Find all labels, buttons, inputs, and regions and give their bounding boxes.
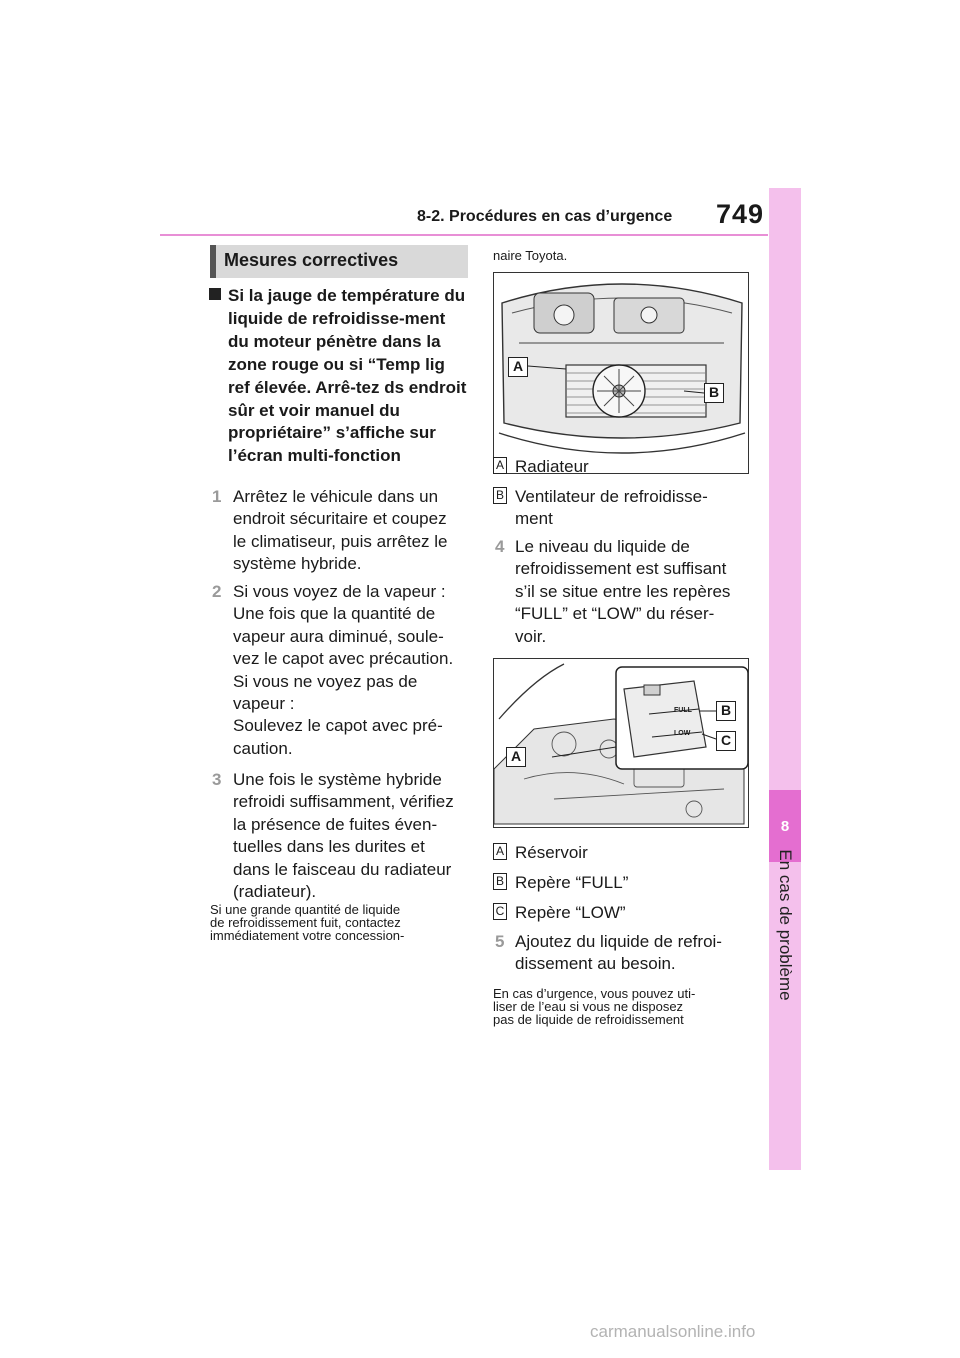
reservoir-figure — [493, 658, 749, 828]
chapter-label: En cas de problème — [776, 849, 795, 1001]
running-header: 8-2. Procédures en cas d’urgence — [417, 208, 673, 225]
callout-b: B — [704, 383, 724, 403]
step-text: Ajoutez du liquide de refroi- dissement au besoin. — [515, 932, 722, 974]
step-text: Arrêtez le véhicule dans un endroit sécuritaire et coupez le climatiseur, puis arrêtez le système hybride. — [233, 487, 448, 574]
note-text: Si une grande quantité de liquide de refroidissement fuit, contactez immédiatement votre concession- — [210, 902, 405, 943]
watermark: carmanualsonline.info — [590, 1322, 756, 1341]
callout-c: C — [716, 731, 736, 751]
engine-bay-illustration — [494, 273, 749, 474]
topic-heading: Si la jauge de température du liquide de refroidisse-ment du moteur pénètre dans la zone rouge ou si “Temp lig ref élevée. Arrê-tez ds endroit sûr et voir manuel du propriétaire” s’affiche sur l’écran multi-fonction — [228, 286, 467, 466]
callout-b: B — [716, 701, 736, 721]
page-number: 749 — [716, 199, 765, 229]
legend-key: A — [493, 457, 507, 474]
low-mark: LOW — [674, 730, 691, 737]
square-bullet-icon — [209, 288, 221, 300]
full-mark: FULL — [674, 707, 692, 714]
note-text: En cas d’urgence, vous pouvez uti- liser de l’eau si vous ne disposez pas de liquide de refroidissement — [493, 986, 696, 1027]
chapter-number: 8 — [780, 818, 790, 835]
legend-text: Ventilateur de refroidisse- ment — [515, 487, 708, 529]
step-number: 1 — [212, 487, 222, 506]
step-number: 3 — [212, 770, 222, 789]
callout-a: A — [506, 747, 526, 767]
radiator-figure — [493, 272, 749, 474]
step-number: 4 — [495, 537, 505, 556]
legend-text: Réservoir — [515, 843, 588, 862]
legend-key: B — [493, 873, 507, 890]
callout-a: A — [508, 357, 528, 377]
legend-text: Repère “FULL” — [515, 873, 629, 892]
step-number: 5 — [495, 932, 505, 951]
header-rule — [160, 234, 768, 236]
step-text: Une fois le système hybride refroidi suffisamment, vérifiez la présence de fuites éven- tuelles dans les durites et dans le faisceau du radiateur (radiateur). — [233, 770, 454, 902]
legend-key: A — [493, 843, 507, 860]
step-number: 2 — [212, 582, 222, 601]
legend-text: Radiateur — [515, 457, 589, 476]
legend-key: C — [493, 903, 507, 920]
step-text: Le niveau du liquide de refroidissement est suffisant s’il se situe entre les repères “FULL” et “LOW” du réser- voir. — [515, 537, 731, 646]
legend-text: Repère “LOW” — [515, 903, 626, 922]
reservoir-illustration — [494, 659, 749, 828]
step-text: Si vous voyez de la vapeur : Une fois que la quantité de vapeur aura diminué, soule- vez le capot avec précaution. Si vous ne voyez pas de vapeur : Soulevez le capot avec pré- caution. — [233, 582, 454, 758]
chapter-side-tab — [769, 188, 801, 1170]
legend-key: B — [493, 487, 507, 504]
note-continued-text: naire Toyota. — [493, 248, 568, 263]
section-title: Mesures correctives — [224, 250, 399, 270]
